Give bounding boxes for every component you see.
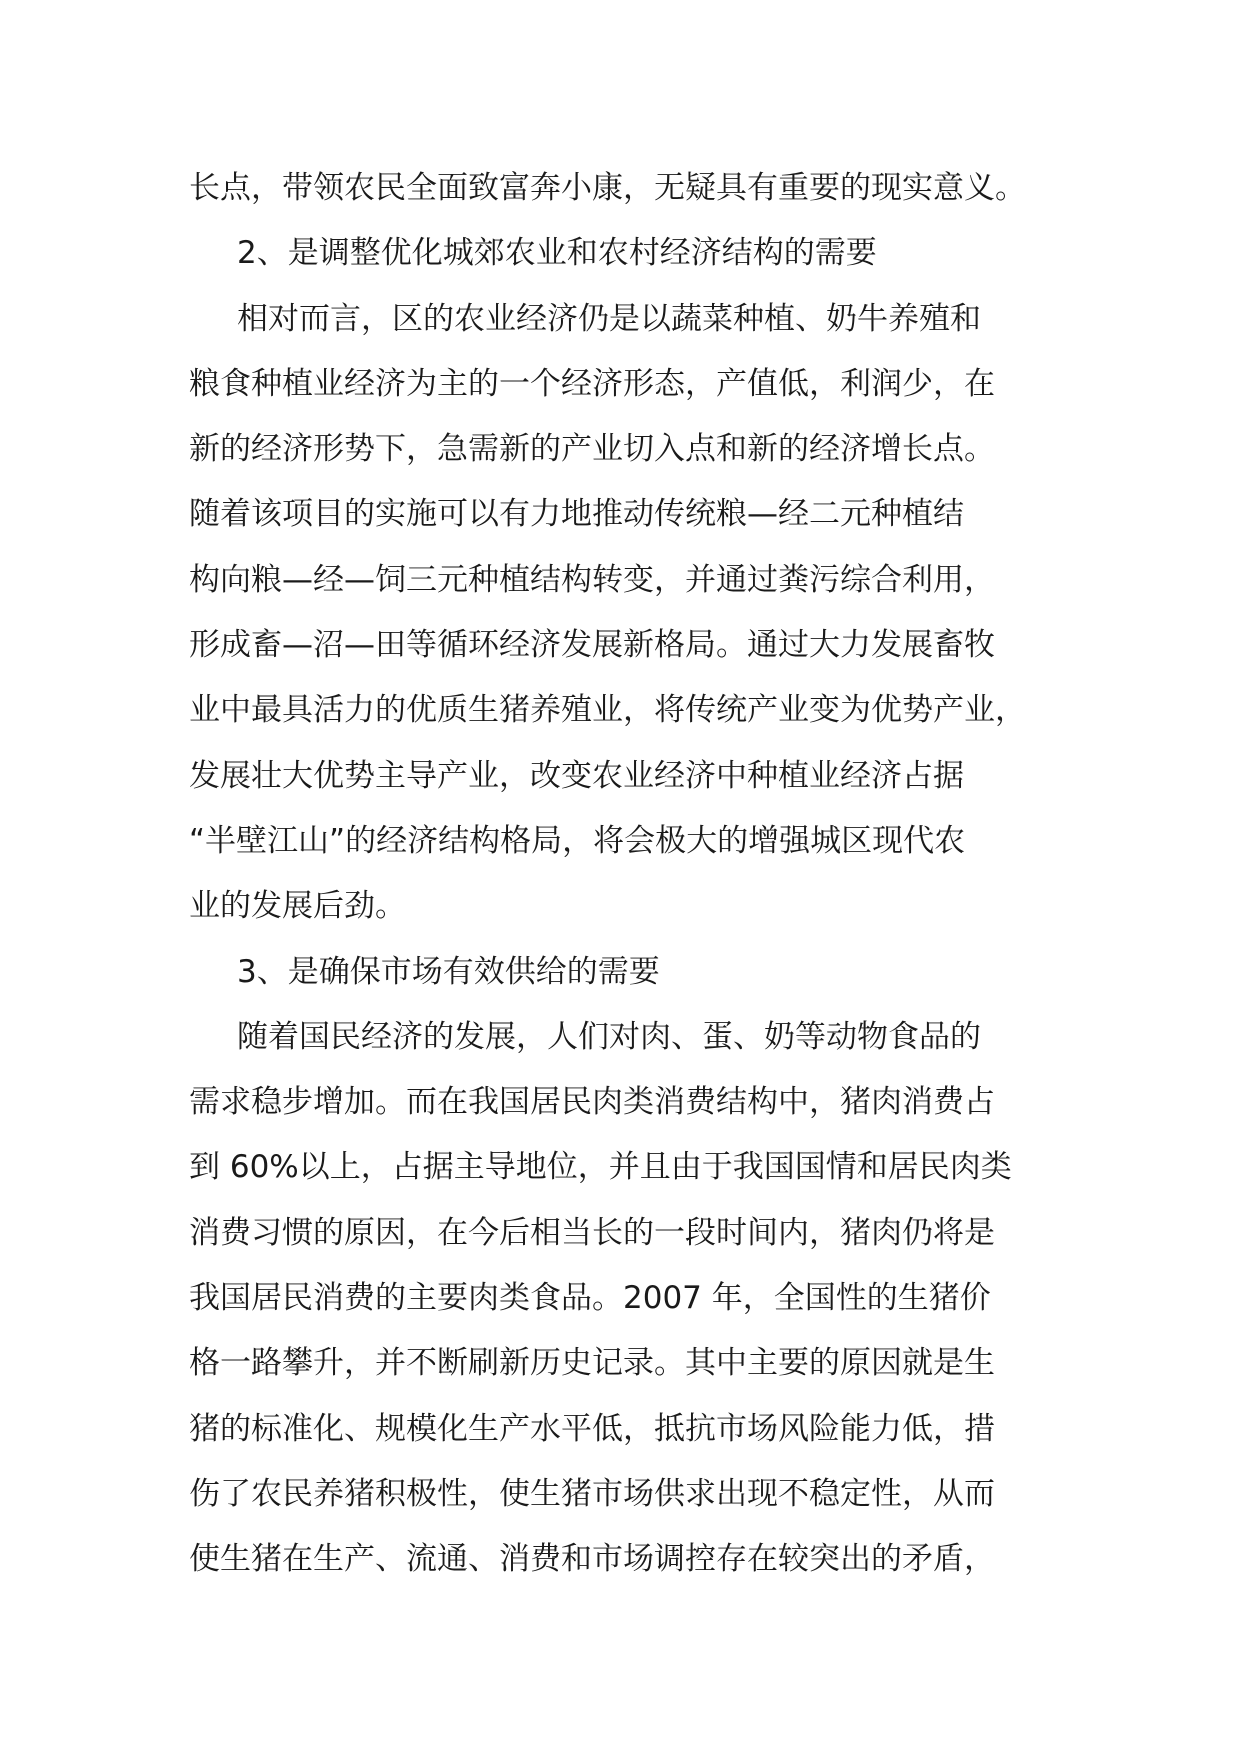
text-line: 形成畜—沼—田等循环经济发展新格局。通过大力发展畜牧 [189, 627, 995, 664]
text-line: 猪的标准化、规模化生产水平低，抵抗市场风险能力低，措 [189, 1410, 995, 1447]
text-line: “半壁江山”的经济结构格局，将会极大的增强城区现代农 [189, 822, 966, 859]
text-line: 构向粮—经—饲三元种植结构转变，并通过粪污综合利用， [189, 561, 995, 598]
text-line: 2、是调整优化城郊农业和农村经济结构的需要 [237, 235, 877, 272]
text-line: 需求稳步增加。而在我国居民肉类消费结构中，猪肉消费占 [189, 1084, 995, 1121]
text-line: 随着国民经济的发展，人们对肉、蛋、奶等动物食品的 [237, 1018, 981, 1055]
text-line: 消费习惯的原因，在今后相当长的一段时间内，猪肉仍将是 [189, 1214, 995, 1251]
text-line: 发展壮大优势主导产业，改变农业经济中种植业经济占据 [189, 757, 964, 794]
text-line: 到 60%以上，占据主导地位，并且由于我国国情和居民肉类 [189, 1149, 1012, 1186]
text-line: 格一路攀升，并不断刷新历史记录。其中主要的原因就是生 [189, 1345, 995, 1382]
text-line: 业中最具活力的优质生猪养殖业，将传统产业变为优势产业， [189, 692, 1026, 729]
text-line: 新的经济形势下，急需新的产业切入点和新的经济增长点。 [189, 431, 995, 468]
text-line: 使生猪在生产、流通、消费和市场调控存在较突出的矛盾， [189, 1541, 995, 1578]
text-line: 随着该项目的实施可以有力地推动传统粮—经二元种植结 [189, 496, 964, 533]
text-line: 长点，带领农民全面致富奔小康，无疑具有重要的现实意义。 [189, 170, 1026, 206]
body-text [189, 156, 1069, 1593]
text-line: 我国居民消费的主要肉类食品。2007 年，全国性的生猪价 [189, 1280, 991, 1317]
text-line: 业的发展后劲。 [189, 888, 406, 925]
text-line: 相对而言，区的农业经济仍是以蔬菜种植、奶牛养殖和 [237, 300, 981, 337]
text-line: 3、是确保市场有效供给的需要 [237, 953, 660, 990]
text-line: 粮食种植业经济为主的一个经济形态，产值低，利润少，在 [189, 365, 995, 402]
text-line: 伤了农民养猪积极性，使生猪市场供求出现不稳定性，从而 [189, 1475, 995, 1512]
